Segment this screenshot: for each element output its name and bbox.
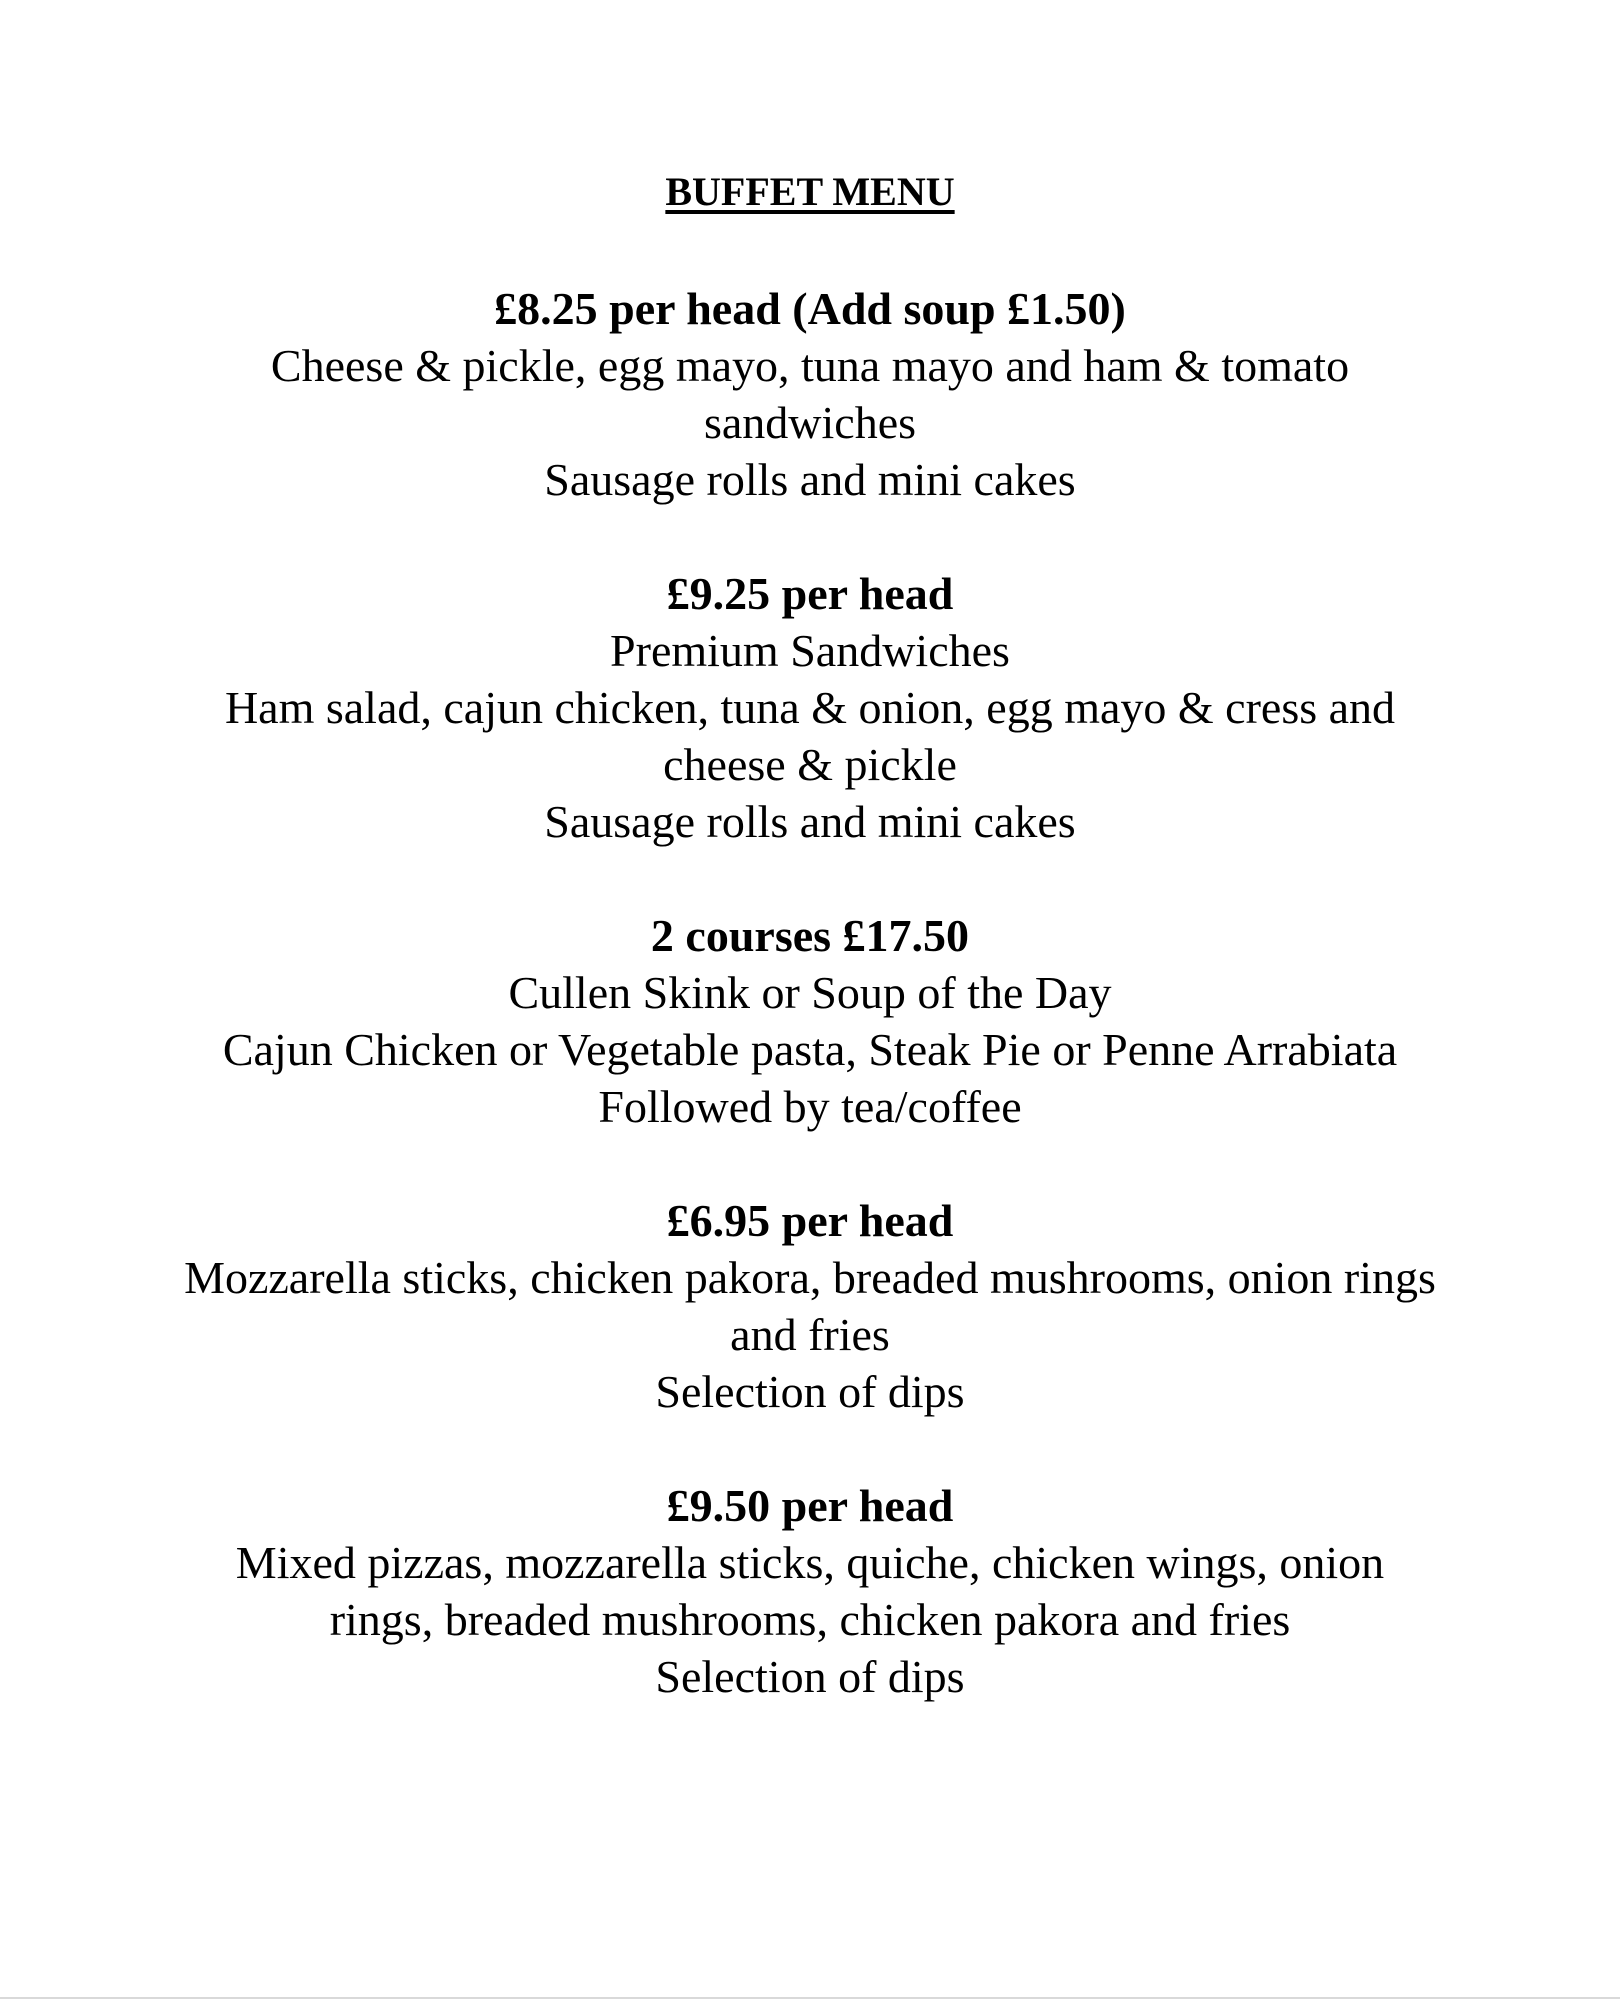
menu-section: [160, 565, 1460, 850]
menu-section: [160, 907, 1460, 1135]
section-line: Followed by tea/coffee: [598, 1081, 1022, 1132]
section-heading: £9.25 per head: [666, 568, 954, 619]
section-line: Selection of dips: [655, 1651, 965, 1702]
section-line: Selection of dips: [655, 1366, 965, 1417]
section-line: Sausage rolls and mini cakes: [544, 454, 1076, 505]
menu-section: [160, 280, 1460, 508]
menu-sections: [160, 280, 1460, 1762]
section-line: Cullen Skink or Soup of the Day: [508, 967, 1112, 1018]
section-line: Sausage rolls and mini cakes: [544, 796, 1076, 847]
section-line: Cheese & pickle, egg mayo, tuna mayo and ham & tomato sandwiches: [270, 340, 1350, 448]
section-line: Mixed pizzas, mozzarella sticks, quiche, chicken wings, onion rings, breaded mushrooms, chicken pakora and fries: [235, 1537, 1385, 1645]
section-heading: 2 courses £17.50: [650, 910, 970, 961]
menu-title: BUFFET MENU: [665, 169, 955, 214]
section-heading: £9.50 per head: [666, 1480, 954, 1531]
menu-section: [160, 1192, 1460, 1420]
section-line: Mozzarella sticks, chicken pakora, breaded mushrooms, onion rings and fries: [184, 1252, 1436, 1360]
section-line: Cajun Chicken or Vegetable pasta, Steak Pie or Penne Arrabiata: [222, 1024, 1398, 1075]
menu-section: [160, 1477, 1460, 1705]
section-heading: £6.95 per head: [666, 1195, 954, 1246]
section-line: Premium Sandwiches: [610, 625, 1010, 676]
section-line: Ham salad, cajun chicken, tuna & onion, egg mayo & cress and cheese & pickle: [224, 682, 1396, 790]
section-heading: £8.25 per head (Add soup £1.50): [494, 283, 1126, 334]
